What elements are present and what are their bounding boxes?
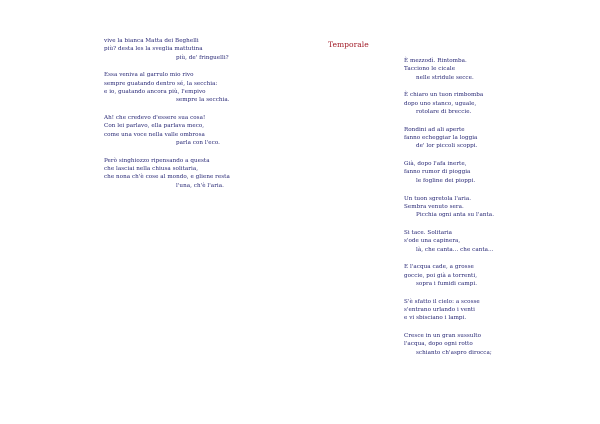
verse-line: l'acqua, dopo ogni rotto xyxy=(404,341,473,348)
verse-line: fanno rumor di pioggia xyxy=(404,169,471,176)
verse-line: Tacciono le cicale xyxy=(404,66,456,73)
verse-line: Si tace. Solitaria xyxy=(404,229,453,236)
verse-line: le fogline dei pioppi. xyxy=(416,177,476,184)
stanza xyxy=(404,160,594,185)
verse-line: Già, dopo l'afa inerte, xyxy=(404,161,467,168)
stanza xyxy=(404,195,594,220)
verse-line: s'entrano urlando i venti xyxy=(404,307,475,314)
verse-line: dopo uno stanco, uguale, xyxy=(404,100,477,107)
verse-line: come una voce nella valle ombrosa xyxy=(104,131,205,138)
verse-line: Essa veniva al garrulo mio rivo xyxy=(104,72,194,79)
right-page xyxy=(300,0,600,424)
verse-line: più? desta les la sveglia mattutina xyxy=(104,46,203,53)
poem-column-left xyxy=(104,37,294,199)
verse-line: Picchia ogni anta su l'anta. xyxy=(416,212,495,219)
verse-line: Cresce in un gran sussulto xyxy=(404,333,482,340)
verse-line: Sembra venuto sera. xyxy=(404,203,464,210)
verse-line: schianto ch'aspro dirocca; xyxy=(416,349,492,356)
verse-line: de' lor piccoli scoppi. xyxy=(416,143,478,150)
verse-line: sopra i fumidi campi. xyxy=(416,280,478,287)
verse-line: fanno echeggiar la loggia xyxy=(404,135,478,142)
stanza xyxy=(104,157,294,190)
verse-line: rotolare di breccie. xyxy=(416,108,472,115)
verse-line: S'è sfatto il cielo: a scosse xyxy=(404,298,480,305)
stanza xyxy=(404,332,594,357)
verse-line: e io, guatando ancora più, l'empivo xyxy=(104,88,206,95)
poem-title: Temporale xyxy=(328,39,369,49)
verse-line: Con lei parlavo, ella parlava meco, xyxy=(104,123,205,130)
poem-column-right xyxy=(404,57,594,367)
verse-line: sempre guatando dentro sé, la secchia: xyxy=(104,80,218,87)
stanza xyxy=(404,298,594,323)
stanza xyxy=(104,71,294,104)
verse-line: E l'acqua cade, a grosse xyxy=(404,264,474,271)
stanza xyxy=(104,37,294,62)
verse-line: che nona ch'è cose al mondo, e gliene resta xyxy=(104,174,230,181)
verse-line: Un tuon sgretola l'aria. xyxy=(404,195,472,202)
stanza xyxy=(404,91,594,116)
verse-line: Ah! che credevo d'essere sua cosa! xyxy=(104,115,206,122)
stanza xyxy=(404,229,594,254)
verse-line: vive la bianca Matta dei Beghelli xyxy=(104,38,199,44)
verse-line: l'una, ch'è l'aria. xyxy=(176,182,224,189)
verse-line: e vi sbisciano i lampi. xyxy=(404,315,467,322)
verse-line: là, che canta... che canta... xyxy=(416,246,494,253)
verse-line: nelle stridule secce. xyxy=(416,74,474,81)
verse-line: Rondini ad ali aperte xyxy=(404,126,465,133)
verse-line: che lasciai nella chiusa solitaria, xyxy=(104,166,199,173)
verse-line: sempre la secchia. xyxy=(176,97,230,104)
verse-line: s'ode una capinera, xyxy=(404,238,461,245)
verse-line: È mezzodì. Rintomba. xyxy=(404,58,467,64)
stanza xyxy=(104,114,294,147)
verse-line: parla con l'eco. xyxy=(176,139,220,146)
stanza xyxy=(404,263,594,288)
verse-line: È chiaro un tuon rimbomba xyxy=(404,92,484,99)
stanza xyxy=(404,126,594,151)
verse-line: Però singhiozzo ripensando a questa xyxy=(104,157,210,164)
stanza xyxy=(404,57,594,82)
verse-line: goccie, poi già a torrenti, xyxy=(404,272,478,279)
verse-line: più, de' fringuelli? xyxy=(176,54,229,61)
